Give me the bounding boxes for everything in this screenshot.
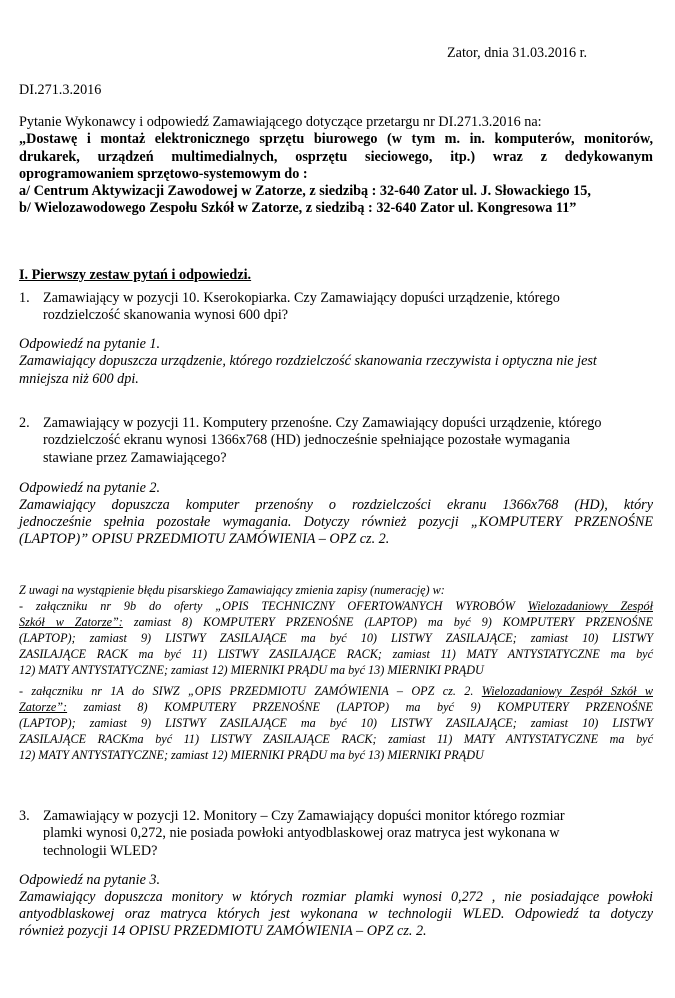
question-number: 2. <box>19 415 30 431</box>
section-title: I. Pierwszy zestaw pytań i odpowiedzi. <box>19 267 252 283</box>
answer-line: antyodblaskowej oraz matryca których jest wykonana w technologii WLED. Odpowiedź ta dotyczy <box>19 906 653 922</box>
correction-item-2-line-5: 12) MATY ANTYSTATYCZNE; zamiast 12) MIERNIKI PRĄDU ma być 13) MIERNIKI PRĄDU <box>19 748 484 762</box>
correction-item-2-line-3: (LAPTOP); zamiast 9) LISTWY ZASILAJĄCE ma być 10) LISTWY ZASILAJĄCE; zamiast 10) LISTWY <box>19 716 653 730</box>
subject-line-3: oprogramowaniem sprzętowo-systemowym do : <box>19 166 308 182</box>
answer-title: Odpowiedź na pytanie 1. <box>19 336 161 352</box>
answer-line: Zamawiający dopuszcza urządzenie, którego rozdzielczość skanowania rzeczywista i optyczna nie jest <box>19 353 597 369</box>
reference-number: DI.271.3.2016 <box>19 82 102 98</box>
place-date: Zator, dnia 31.03.2016 r. <box>447 45 588 61</box>
question-line: Zamawiający w pozycji 11. Komputery przenośne. Czy Zamawiający dopuści urządzenie, którego <box>43 415 602 431</box>
correction-underlined: Zatorze”: <box>19 700 68 714</box>
question-number: 3. <box>19 808 30 824</box>
correction-underlined: Szkół w Zatorze”: <box>19 615 123 629</box>
correction-text: zamiast 8) KOMPUTERY PRZENOŚNE (LAPTOP) ma być 9) KOMPUTERY PRZENOŚNE <box>67 700 653 714</box>
answer-line: (LAPTOP)” OPISU PRZEDMIOTU ZAMÓWIENIA – OPZ cz. 2. <box>19 531 390 547</box>
correction-item-2-line-2 <box>19 699 653 715</box>
correction-item-2-line-1 <box>19 683 653 699</box>
correction-item-1-line-4: ZASILAJĄCE RACK ma być 11) LISTWY ZASILAJĄCE RACK; zamiast 11) MATY ANTYSTATYCZNE ma być <box>19 647 653 661</box>
question-line: Zamawiający w pozycji 10. Kserokopiarka. Czy Zamawiający dopuści urządzenie, którego <box>43 290 560 306</box>
correction-intro: Z uwagi na wystąpienie błędu pisarskiego Zamawiający zmienia zapisy (numerację) w: <box>19 583 445 597</box>
question-line: stawiane przez Zamawiającego? <box>43 450 227 466</box>
correction-underlined: Wielozadaniowy Zespół Szkół w <box>481 684 654 698</box>
subject-line-4: a/ Centrum Aktywizacji Zawodowej w Zatorze, z siedzibą : 32-640 Zator ul. J. Słowackiego 15, <box>19 183 591 199</box>
correction-text: zamiast 8) KOMPUTERY PRZENOŚNE (LAPTOP) ma być 9) KOMPUTERY PRZENOŚNE <box>122 615 653 629</box>
correction-item-1-line-1 <box>19 598 653 614</box>
answer-title: Odpowiedź na pytanie 3. <box>19 872 161 888</box>
question-line: rozdzielczość ekranu wynosi 1366x768 (HD) jednocześnie spełniające pozostałe wymagania <box>43 432 571 448</box>
question-line: technologii WLED? <box>43 843 158 859</box>
subject-line-2: drukarek, urządzeń multimedialnych, osprzętu sieciowego, itp.) wraz z dedykowanym <box>19 149 653 165</box>
answer-title: Odpowiedź na pytanie 2. <box>19 480 161 496</box>
correction-underlined: Wielozadaniowy Zespół <box>527 599 653 613</box>
question-line: plamki wynosi 0,272, nie posiada powłoki antyodblaskowej oraz matryca jest wykonana w <box>43 825 560 841</box>
answer-line: Zamawiający dopuszcza komputer przenośny o rozdzielczości ekranu 1366x768 (HD), który <box>19 497 653 513</box>
answer-line: również pozycji 14 OPISU PRZEDMIOTU ZAMÓWIENIA – OPZ cz. 2. <box>19 923 427 939</box>
correction-item-1-line-3: (LAPTOP); zamiast 9) LISTWY ZASILAJĄCE ma być 10) LISTWY ZASILAJĄCE; zamiast 10) LISTWY <box>19 631 653 645</box>
subject-line-1: „Dostawę i montaż elektronicznego sprzętu biurowego (w tym m. in. komputerów, monitorów, <box>19 131 653 147</box>
correction-item-2-line-4: ZASILAJĄCE RACKma być 11) LISTWY ZASILAJĄCE RACK; zamiast 11) MATY ANTYSTATYCZNE ma być <box>19 732 653 746</box>
subject-line-5: b/ Wielozawodowego Zespołu Szkół w Zatorze, z siedzibą : 32-640 Zator ul. Kongresowa 11” <box>19 200 577 216</box>
question-number: 1. <box>19 290 30 306</box>
intro-line: Pytanie Wykonawcy i odpowiedź Zamawiającego dotyczące przetargu nr DI.271.3.2016 na: <box>19 114 542 130</box>
correction-text: - załączniku nr 9b do oferty „OPIS TECHNICZNY OFERTOWANYCH WYROBÓW <box>19 599 528 613</box>
question-line: Zamawiający w pozycji 12. Monitory – Czy Zamawiający dopuści monitor którego rozmiar <box>43 808 565 824</box>
answer-line: Zamawiający dopuszcza monitory w których rozmiar plamki wynosi 0,272 , nie posiadające powłoki <box>19 889 653 905</box>
correction-item-1-line-2 <box>19 614 653 630</box>
question-line: rozdzielczość skanowania wynosi 600 dpi? <box>43 307 289 323</box>
correction-text: - załączniku nr 1A do SIWZ „OPIS PRZEDMIOTU ZAMÓWIENIA – OPZ cz. 2. <box>19 684 482 698</box>
answer-line: jednocześnie spełnia pozostałe wymagania. Dotyczy również pozycji „KOMPUTERY PRZENOŚNE <box>19 514 653 530</box>
correction-item-1-line-5: 12) MATY ANTYSTATYCZNE; zamiast 12) MIERNIKI PRĄDU ma być 13) MIERNIKI PRĄDU <box>19 663 484 677</box>
answer-line: mniejsza niż 600 dpi. <box>19 371 139 387</box>
